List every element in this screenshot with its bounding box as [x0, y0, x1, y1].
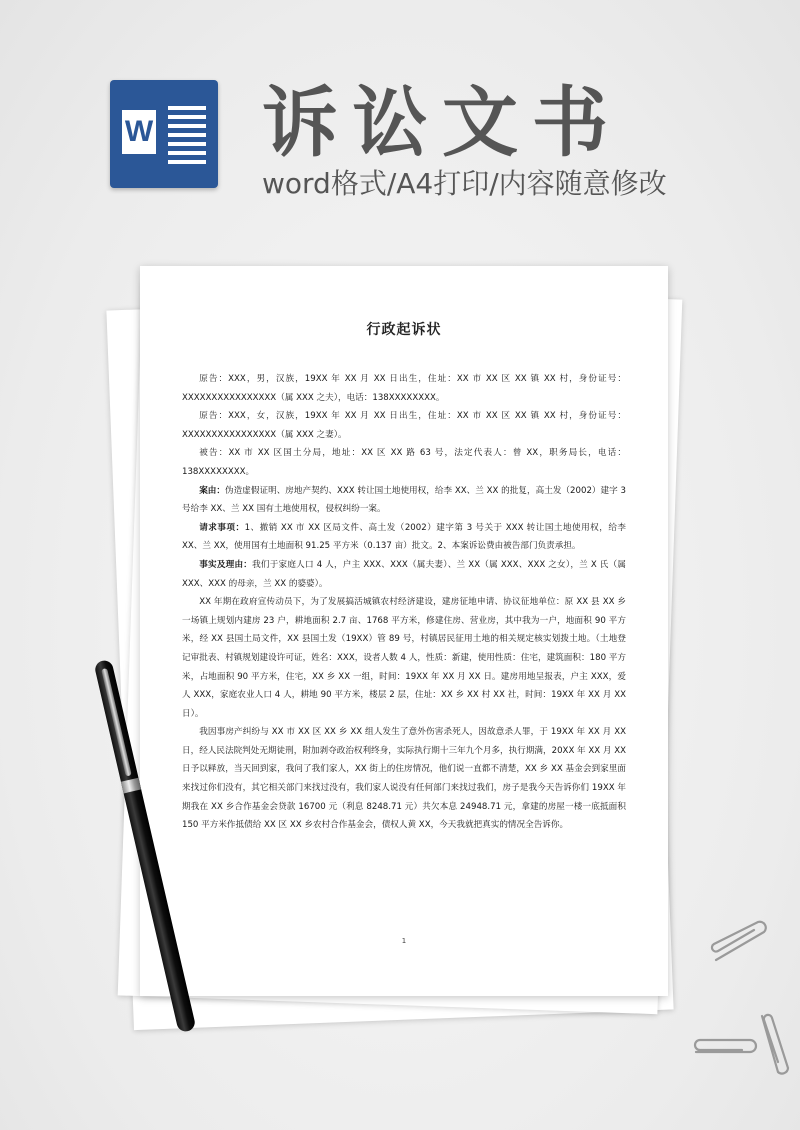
document-paragraph	[182, 593, 626, 723]
document-lines-icon	[168, 106, 206, 169]
document-paragraph	[182, 556, 626, 593]
document-page	[140, 266, 668, 996]
paragraph-text: XX 年期在政府宣传动员下，为了发展搞活城镇农村经济建设，建房征地申请、协议征地单位：原 XX 县 XX 乡一场镇上规划内建房 23 户，耕地面积 2.7 亩、1768 平方米，修建住房、营业房，其中我为一户，地面积 90 平方米，经 XX 县国土局文件，XX 县国土发（19XX）管 89 号，村镇居民征用土地的相关规定核实划拨土地。（土地登记审批表、村镇规划建设许可证，姓名：XXX，设者人数 4 人，性质：新建，使用性质：住宅，建筑面积：180 平方米，占地面积 90 平方米，住宅，XX 乡 XX 一组，时间：19XX 年 XX 月 XX 日。建房用地呈报表，户主 XXX，爱人 XXX，家庭农业人口 4 人，耕地 90 平方米，楼层 2 层，住址：XX 乡 XX 村 XX 社，时间：19XX 年 XX 月 XX 日）。	[182, 597, 626, 719]
paragraph-text: 我因事房产纠纷与 XX 市 XX 区 XX 乡 XX 组人发生了意外伤害杀死人，因故意杀人罪，于 19XX 年 XX 月 XX 日，经人民法院判处无期徒刑，附加剥夺政治权利终身，实际执行期十三年九个月多，执行期满，20XX 年 XX 月 XX 日予以释放，当天回到家，我问了我们家人，XX 街上的住房情况，他们说一直都不清楚，XX 乡 XX 基金会到家里面来找过你们没有，其它相关部门来找过没有，我们家人说没有任何部门来找过我们，房子是我今天告诉你们 19XX 年期我在 XX 乡合作基金会贷款 16700 元（利息 8248.71 元）共欠本息 24948.71 元，拿建的房屋一楼一底抵面积 150 平方米作抵债给 XX 区 XX 乡农村合作基金会，债权人黄 XX，今天我就把真实的情况全告诉你。	[182, 727, 626, 831]
paragraph-text: 我们于家庭人口 4 人，户主 XXX、XXX（属夫妻）、兰 XX（属 XXX、XXX 之女），兰 X 氏（属 XXX、XXX 的母亲，兰 XX 的婆婆）。	[182, 559, 626, 589]
banner-title: 诉讼文书	[262, 78, 622, 167]
banner-subtitle: word格式/A4打印/内容随意修改	[262, 167, 667, 200]
paragraph-label: 案由：	[199, 485, 226, 496]
paperclip-icon	[690, 1038, 760, 1068]
paperclip-icon	[752, 1010, 792, 1080]
document-title: 行政起诉状	[366, 322, 442, 338]
document-paragraph	[182, 370, 626, 407]
document-paragraph	[182, 723, 626, 835]
paragraph-text: 伪造虚假证明、房地产契约、XXX 转让国土地使用权，给李 XX、兰 XX 的批复，高土发（2002）建字 3 号给李 XX、兰 XX 国有土地使用权，侵权纠纷一案。	[182, 485, 626, 515]
paragraph-text: 原告：XXX，男，汉族，19XX 年 XX 月 XX 日出生，住址：XX 市 XX 区 XX 镇 XX 村，身份证号：XXXXXXXXXXXXXXXX（属 XXX 之夫），电话：138XXXXXXXX。	[182, 374, 626, 403]
document-paragraph	[182, 482, 626, 519]
paperclip-icon	[706, 920, 776, 970]
word-app-icon	[110, 80, 218, 188]
word-letter-icon: W	[122, 110, 156, 154]
paragraph-text: 被告：XX 市 XX 区国土分局，地址：XX 区 XX 路 63 号，法定代表人：曾 XX，职务局长，电话：138XXXXXXXX。	[182, 448, 626, 477]
paragraph-text: 1、撤销 XX 市 XX 区局文件、高土发（2002）建字第 3 号关于 XXX 转让国土地使用权，给李 XX、兰 XX，使用国有土地面积 91.25 平方米（0.137 亩）批文。2、本案诉讼费由被告部门负责承担。	[182, 522, 626, 552]
paragraph-text: 原告：XXX，女，汉族，19XX 年 XX 月 XX 日出生，住址：XX 市 XX 区 XX 镇 XX 村，身份证号：XXXXXXXXXXXXXXXX（属 XXX 之妻）。	[182, 411, 626, 440]
paragraph-label: 请求事项：	[199, 522, 245, 533]
page-number: 1	[401, 937, 407, 945]
document-paragraph	[182, 444, 626, 481]
document-body	[182, 370, 626, 835]
document-paragraph	[182, 519, 626, 556]
paragraph-label: 事实及理由：	[199, 559, 253, 570]
document-paragraph	[182, 407, 626, 444]
